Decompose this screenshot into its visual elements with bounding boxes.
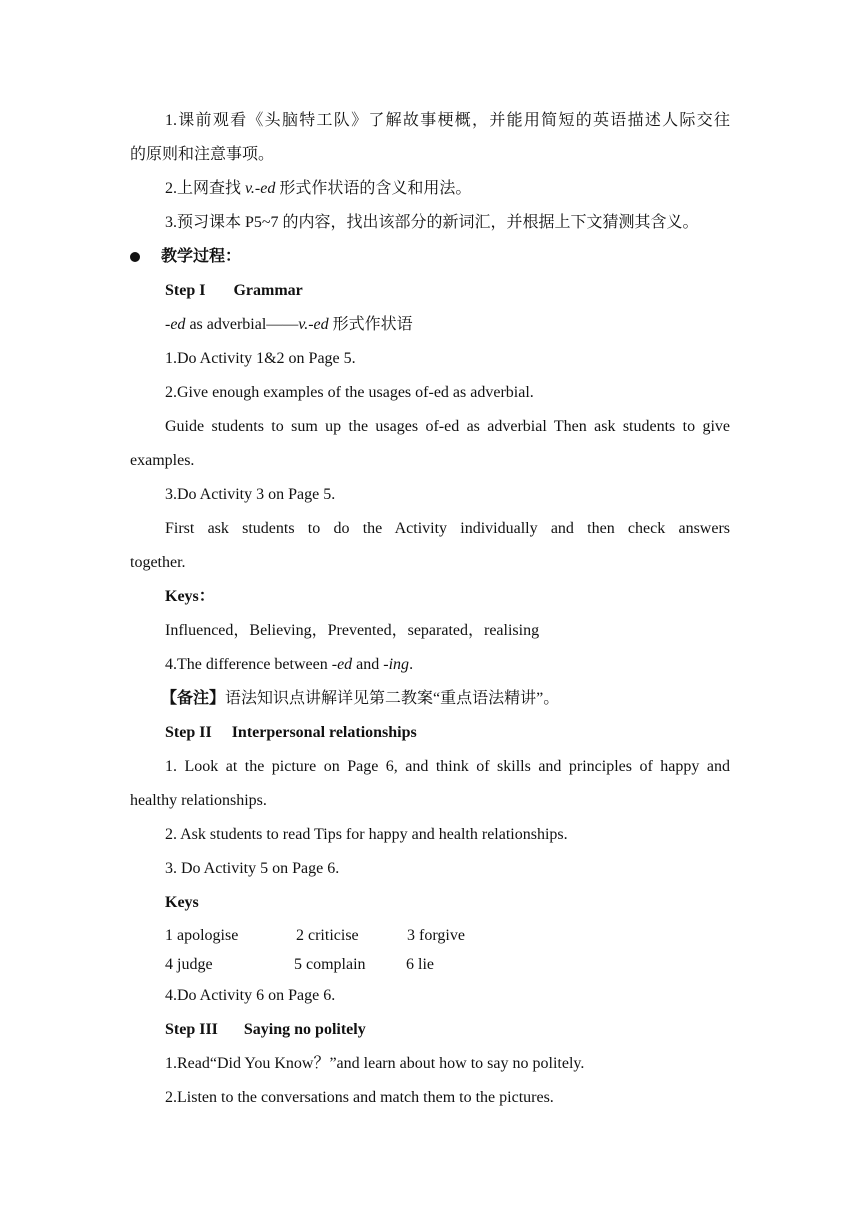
prep-item-1-line-1: 1.课前观看《头脑特工队》了解故事梗概，并能用简短的英语描述人际交往 — [165, 112, 730, 129]
step-1-item-3: 3.Do Activity 3 on Page 5. — [165, 486, 336, 503]
key-answer-1: 1 apologise — [165, 927, 239, 944]
step-1-keys-label: Keys： — [165, 588, 215, 605]
step-1-keys-answers: Influenced，Believing，Prevented，separated，realising — [165, 622, 540, 639]
step-1-guide-line-2: examples. — [130, 452, 195, 469]
step-2-item-1-line-2: healthy relationships. — [130, 792, 267, 809]
prep-item-1-line-2: 的原则和注意事项。 — [130, 146, 275, 163]
key-answer-4: 4 judge — [165, 956, 213, 973]
step-3-heading: Step III Saying no politely — [165, 1021, 366, 1038]
prep-item-2: 2.上网查找 v.-ed 形式作状语的含义和用法。 — [165, 180, 472, 197]
key-answer-5: 5 complain — [294, 956, 366, 973]
step-1-first-line-1: First ask students to do the Activity individually and then check answers — [165, 520, 730, 537]
step-2-keys-label: Keys — [165, 894, 199, 911]
bullet-icon — [130, 252, 140, 262]
step-2-item-3: 3. Do Activity 5 on Page 6. — [165, 860, 340, 877]
step-1-heading: Step I Grammar — [165, 282, 303, 299]
step-1-note: 【备注】语法知识点讲解详见第二教案“重点语法精讲”。 — [161, 690, 560, 707]
step-1-item-4: 4.The difference between -ed and -ing. — [165, 656, 414, 673]
step-3-item-2: 2.Listen to the conversations and match them to the pictures. — [165, 1089, 554, 1106]
process-heading: 教学过程： — [161, 248, 242, 265]
step-1-guide-line-1: Guide students to sum up the usages of-ed as adverbial Then ask students to give — [165, 418, 730, 435]
step-1-item-2: 2.Give enough examples of the usages of-ed as adverbial. — [165, 384, 534, 401]
prep-item-3: 3.预习课本 P5~7 的内容，找出该部分的新词汇，并根据上下文猜测其含义。 — [165, 214, 699, 231]
key-answer-6: 6 lie — [406, 956, 434, 973]
step-2-item-2: 2. Ask students to read Tips for happy and health relationships. — [165, 826, 568, 843]
step-1-subtitle: -ed as adverbial——v.-ed 形式作状语 — [165, 316, 413, 333]
step-2-item-4: 4.Do Activity 6 on Page 6. — [165, 987, 336, 1004]
step-2-heading: Step II Interpersonal relationships — [165, 724, 417, 741]
key-answer-2: 2 criticise — [296, 927, 359, 944]
step-2-item-1-line-1: 1. Look at the picture on Page 6, and think of skills and principles of happy and — [165, 758, 730, 775]
step-1-item-1: 1.Do Activity 1&2 on Page 5. — [165, 350, 356, 367]
step-3-item-1: 1.Read“Did You Know？”and learn about how to say no politely. — [165, 1055, 585, 1072]
key-answer-3: 3 forgive — [407, 927, 465, 944]
step-1-first-line-2: together. — [130, 554, 186, 571]
